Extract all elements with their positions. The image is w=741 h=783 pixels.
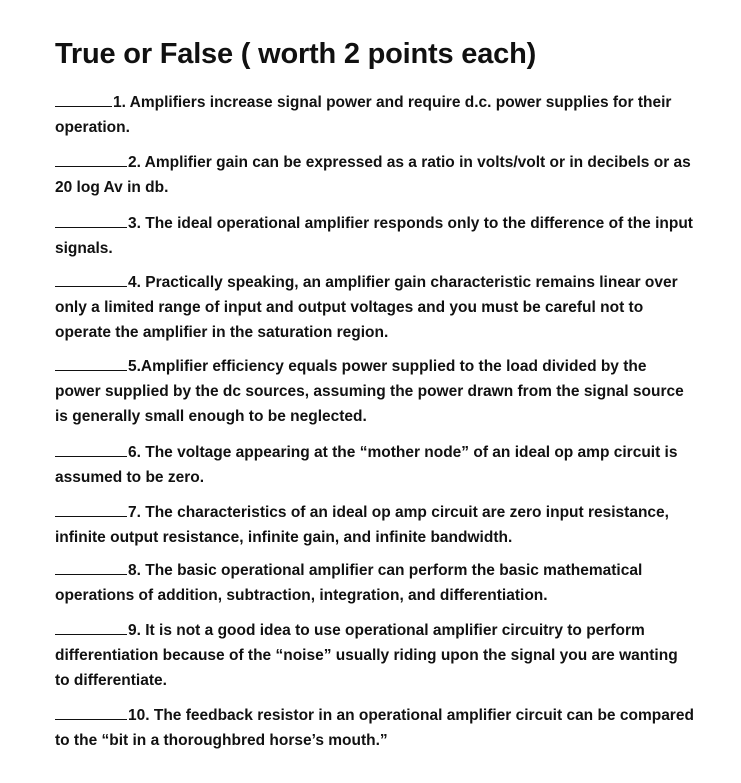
- answer-blank[interactable]: [55, 560, 127, 575]
- answer-blank[interactable]: [55, 213, 127, 228]
- answer-blank[interactable]: [55, 92, 112, 107]
- question-8: [55, 558, 695, 608]
- question-text: 2. Amplifier gain can be expressed as a ratio in volts/volt or in decibels or as 20 log Av in db.: [55, 154, 691, 196]
- question-10: [55, 703, 695, 753]
- question-text: 1. Amplifiers increase signal power and require d.c. power supplies for their operation.: [55, 94, 672, 136]
- question-3: [55, 211, 695, 261]
- question-text: 9. It is not a good idea to use operational amplifier circuitry to perform differentiation because of the “noise” usually riding upon the signal you are wanting to differentiate.: [55, 622, 678, 689]
- answer-blank[interactable]: [55, 152, 127, 167]
- question-text: 10. The feedback resistor in an operational amplifier circuit can be compared to the “bit in a thoroughbred horse’s mouth.”: [55, 707, 694, 749]
- question-text: 4. Practically speaking, an amplifier gain characteristic remains linear over only a limited range of input and output voltages and you must be careful not to operate the amplifier in the saturation region.: [55, 274, 678, 341]
- question-text: 3. The ideal operational amplifier responds only to the difference of the input signals.: [55, 215, 693, 257]
- question-7: [55, 500, 695, 550]
- answer-blank[interactable]: [55, 356, 127, 371]
- question-text: 7. The characteristics of an ideal op amp circuit are zero input resistance, infinite output resistance, infinite gain, and infinite bandwidth.: [55, 504, 669, 546]
- question-text: 8. The basic operational amplifier can perform the basic mathematical operations of addition, subtraction, integration, and differentiation.: [55, 562, 643, 604]
- question-2: [55, 150, 695, 200]
- answer-blank[interactable]: [55, 620, 127, 635]
- answer-blank[interactable]: [55, 442, 127, 457]
- question-text: 5.Amplifier efficiency equals power supplied to the load divided by the power supplied by the dc sources, assuming the power drawn from the signal source is generally small enough to be neglected.: [55, 358, 684, 425]
- question-1: [55, 90, 695, 140]
- question-9: [55, 618, 695, 693]
- question-5: [55, 354, 695, 429]
- question-text: 6. The voltage appearing at the “mother node” of an ideal op amp circuit is assumed to be zero.: [55, 444, 678, 486]
- answer-blank[interactable]: [55, 705, 127, 720]
- answer-blank[interactable]: [55, 272, 127, 287]
- worksheet-title: True or False ( worth 2 points each): [55, 38, 537, 70]
- answer-blank[interactable]: [55, 502, 127, 517]
- question-4: [55, 270, 695, 345]
- question-6: [55, 440, 695, 490]
